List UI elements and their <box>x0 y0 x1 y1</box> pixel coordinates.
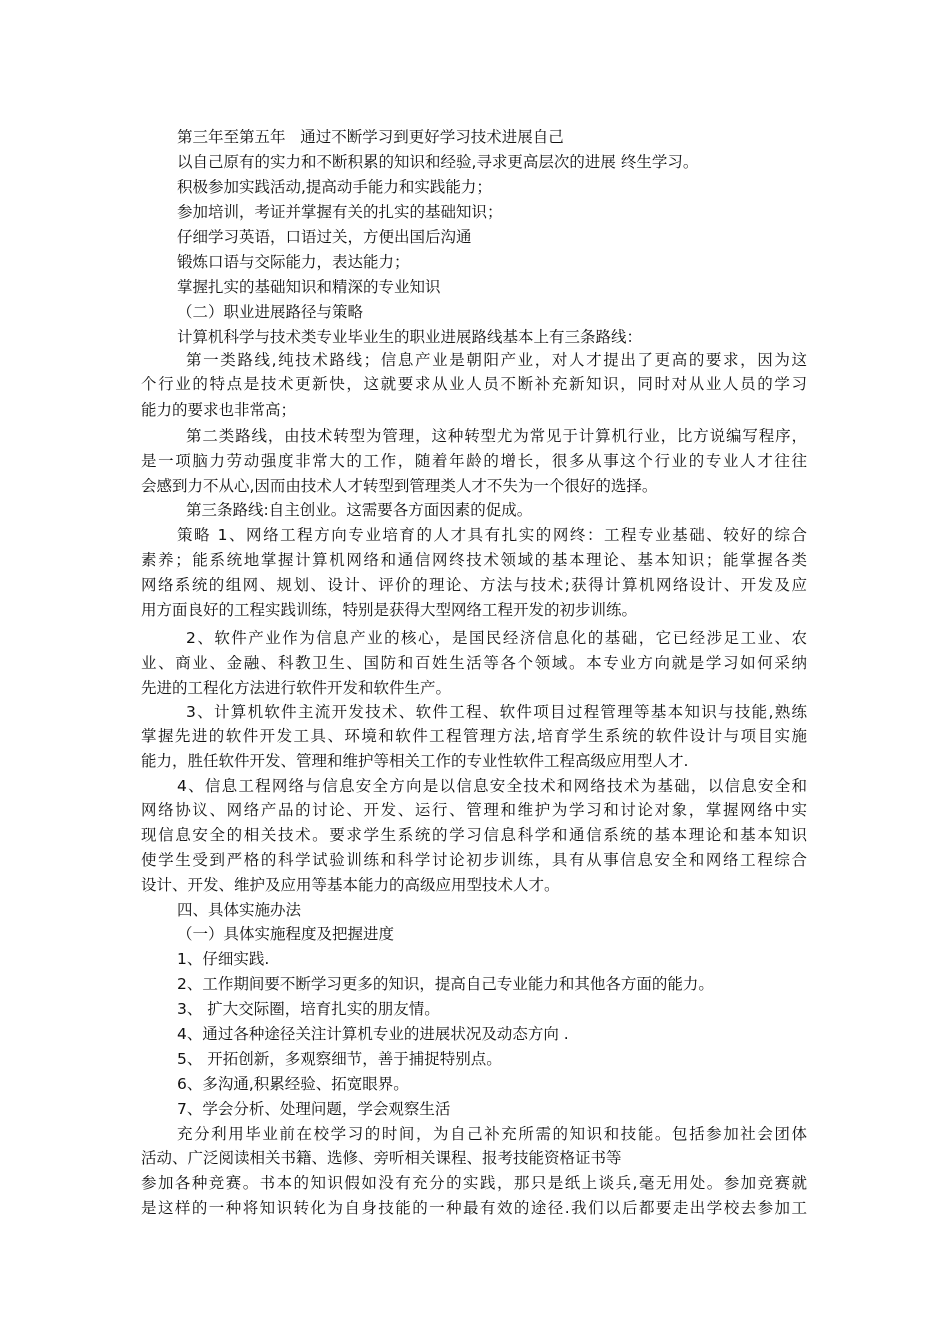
text-line: 4、信息工程网络与信息安全方向是以信息安全技术和网络技术为基础，以信息安全和 <box>177 777 807 795</box>
text-line: 7、学会分析、处理问题，学会观察生活 <box>177 1100 451 1118</box>
text-line: 第三年至第五年 通过不断学习到更好学习技术进展自己 <box>177 128 564 146</box>
text-line: 掌握先进的软件开发工具、环境和软件工程管理方法,培育学生系统的软件设计与项目实施 <box>141 727 807 745</box>
text-line: 4、通过各种途径关注计算机专业的进展状况及动态方向 . <box>177 1025 569 1043</box>
text-line: 参加各种竞赛。书本的知识假如没有充分的实践，那只是纸上谈兵,毫无用处。参加竞赛就 <box>141 1174 807 1192</box>
text-line: 是这样的一种将知识转化为自身技能的一种最有效的途径.我们以后都要走出学校去参加工 <box>141 1199 807 1217</box>
text-line: 仔细学习英语，口语过关，方便出国后沟通 <box>177 228 472 246</box>
text-line: 能力，胜任软件开发、管理和维护等相关工作的专业性软件工程高级应用型人才. <box>141 752 689 770</box>
text-line: 充分利用毕业前在校学习的时间，为自己补充所需的知识和技能。包括参加社会团体 <box>177 1125 807 1143</box>
text-line: 2、工作期间要不断学习更多的知识，提高自己专业能力和其他各方面的能力。 <box>177 975 714 993</box>
text-line: 3、 扩大交际圈，培育扎实的朋友情。 <box>177 1000 440 1018</box>
text-line: 计算机科学与技术类专业毕业生的职业进展路线基本上有三条路线： <box>177 328 643 346</box>
text-line: 是一项脑力劳动强度非常大的工作，随着年龄的增长，很多从事这个行业的专业人才往往 <box>141 452 807 470</box>
text-line: 积极参加实践活动,提高动手能力和实践能力； <box>177 178 492 196</box>
text-line: 第二类路线，由技术转型为管理，这种转型尤为常见于计算机行业，比方说编写程序， <box>186 427 807 445</box>
text-line: 设计、开发、维护及应用等基本能力的高级应用型技术人才。 <box>141 876 560 894</box>
text-line: 第一类路线,纯技术路线；信息产业是朝阳产业，对人才提出了更高的要求，因为这 <box>186 351 807 369</box>
text-line: 3、计算机软件主流开发技术、软件工程、软件项目过程管理等基本知识与技能,熟练 <box>186 703 807 721</box>
text-line: 5、 开拓创新，多观察细节，善于捕捉特别点。 <box>177 1050 502 1068</box>
text-line: 业、商业、金融、科教卫生、国防和百姓生活等各个领域。本专业方向就是学习如何采纳 <box>141 654 807 672</box>
text-line: 四、具体实施办法 <box>177 901 302 919</box>
text-line: 掌握扎实的基础知识和精深的专业知识 <box>177 278 441 296</box>
text-line: 个行业的特点是技术更新快，这就要求从业人员不断补充新知识，同时对从业人员的学习 <box>141 375 807 393</box>
text-line: 现信息安全的相关技术。要求学生系统的学习信息科学和通信系统的基本理论和基本知识 <box>141 826 807 844</box>
text-line: 网络系统的组网、规划、设计、评价的理论、方法与技术;获得计算机网络设计、开发及应 <box>141 576 807 594</box>
text-line: （二）职业进展路径与策略 <box>177 303 364 321</box>
text-line: 第三条路线:自主创业。这需要各方面因素的促成。 <box>186 501 533 519</box>
text-line: 2、软件产业作为信息产业的核心，是国民经济信息化的基础，它已经涉足工业、农 <box>186 629 807 647</box>
text-line: 参加培训，考证并掌握有关的扎实的基础知识； <box>177 203 503 221</box>
text-line: 策略 1、网络工程方向专业培育的人才具有扎实的网终：工程专业基础、较好的综合 <box>177 526 807 544</box>
text-line: 锻炼口语与交际能力，表达能力； <box>177 253 410 271</box>
text-line: 使学生受到严格的科学试验训练和科学讨论初步训练，具有从事信息安全和网络工程综合 <box>141 851 807 869</box>
text-line: （一）具体实施程度及把握进度 <box>177 925 395 943</box>
text-line: 素养；能系统地掌握计算机网络和通信网终技术领域的基本理论、基本知识；能掌握各类 <box>141 551 807 569</box>
text-line: 先进的工程化方法进行软件开发和软件生产。 <box>141 679 452 697</box>
text-line: 活动、广泛阅读相关书籍、选修、旁听相关课程、报考技能资格证书等 <box>141 1149 622 1167</box>
text-line: 用方面良好的工程实践训练，特别是获得大型网络工程开发的初步训练。 <box>141 601 638 619</box>
text-line: 网络协议、网络产品的讨论、开发、运行、管理和维护为学习和讨论对象，掌握网络中实 <box>141 801 807 819</box>
text-line: 1、仔细实践. <box>177 950 270 968</box>
text-line: 能力的要求也非常高； <box>141 401 297 419</box>
text-line: 以自己原有的实力和不断积累的知识和经验,寻求更高层次的进展 终生学习。 <box>177 153 699 171</box>
text-line: 会感到力不从心,因而由技术人才转型到管理类人才不失为一个很好的选择。 <box>141 477 658 495</box>
text-line: 6、多沟通,积累经验、拓宽眼界。 <box>177 1075 409 1093</box>
